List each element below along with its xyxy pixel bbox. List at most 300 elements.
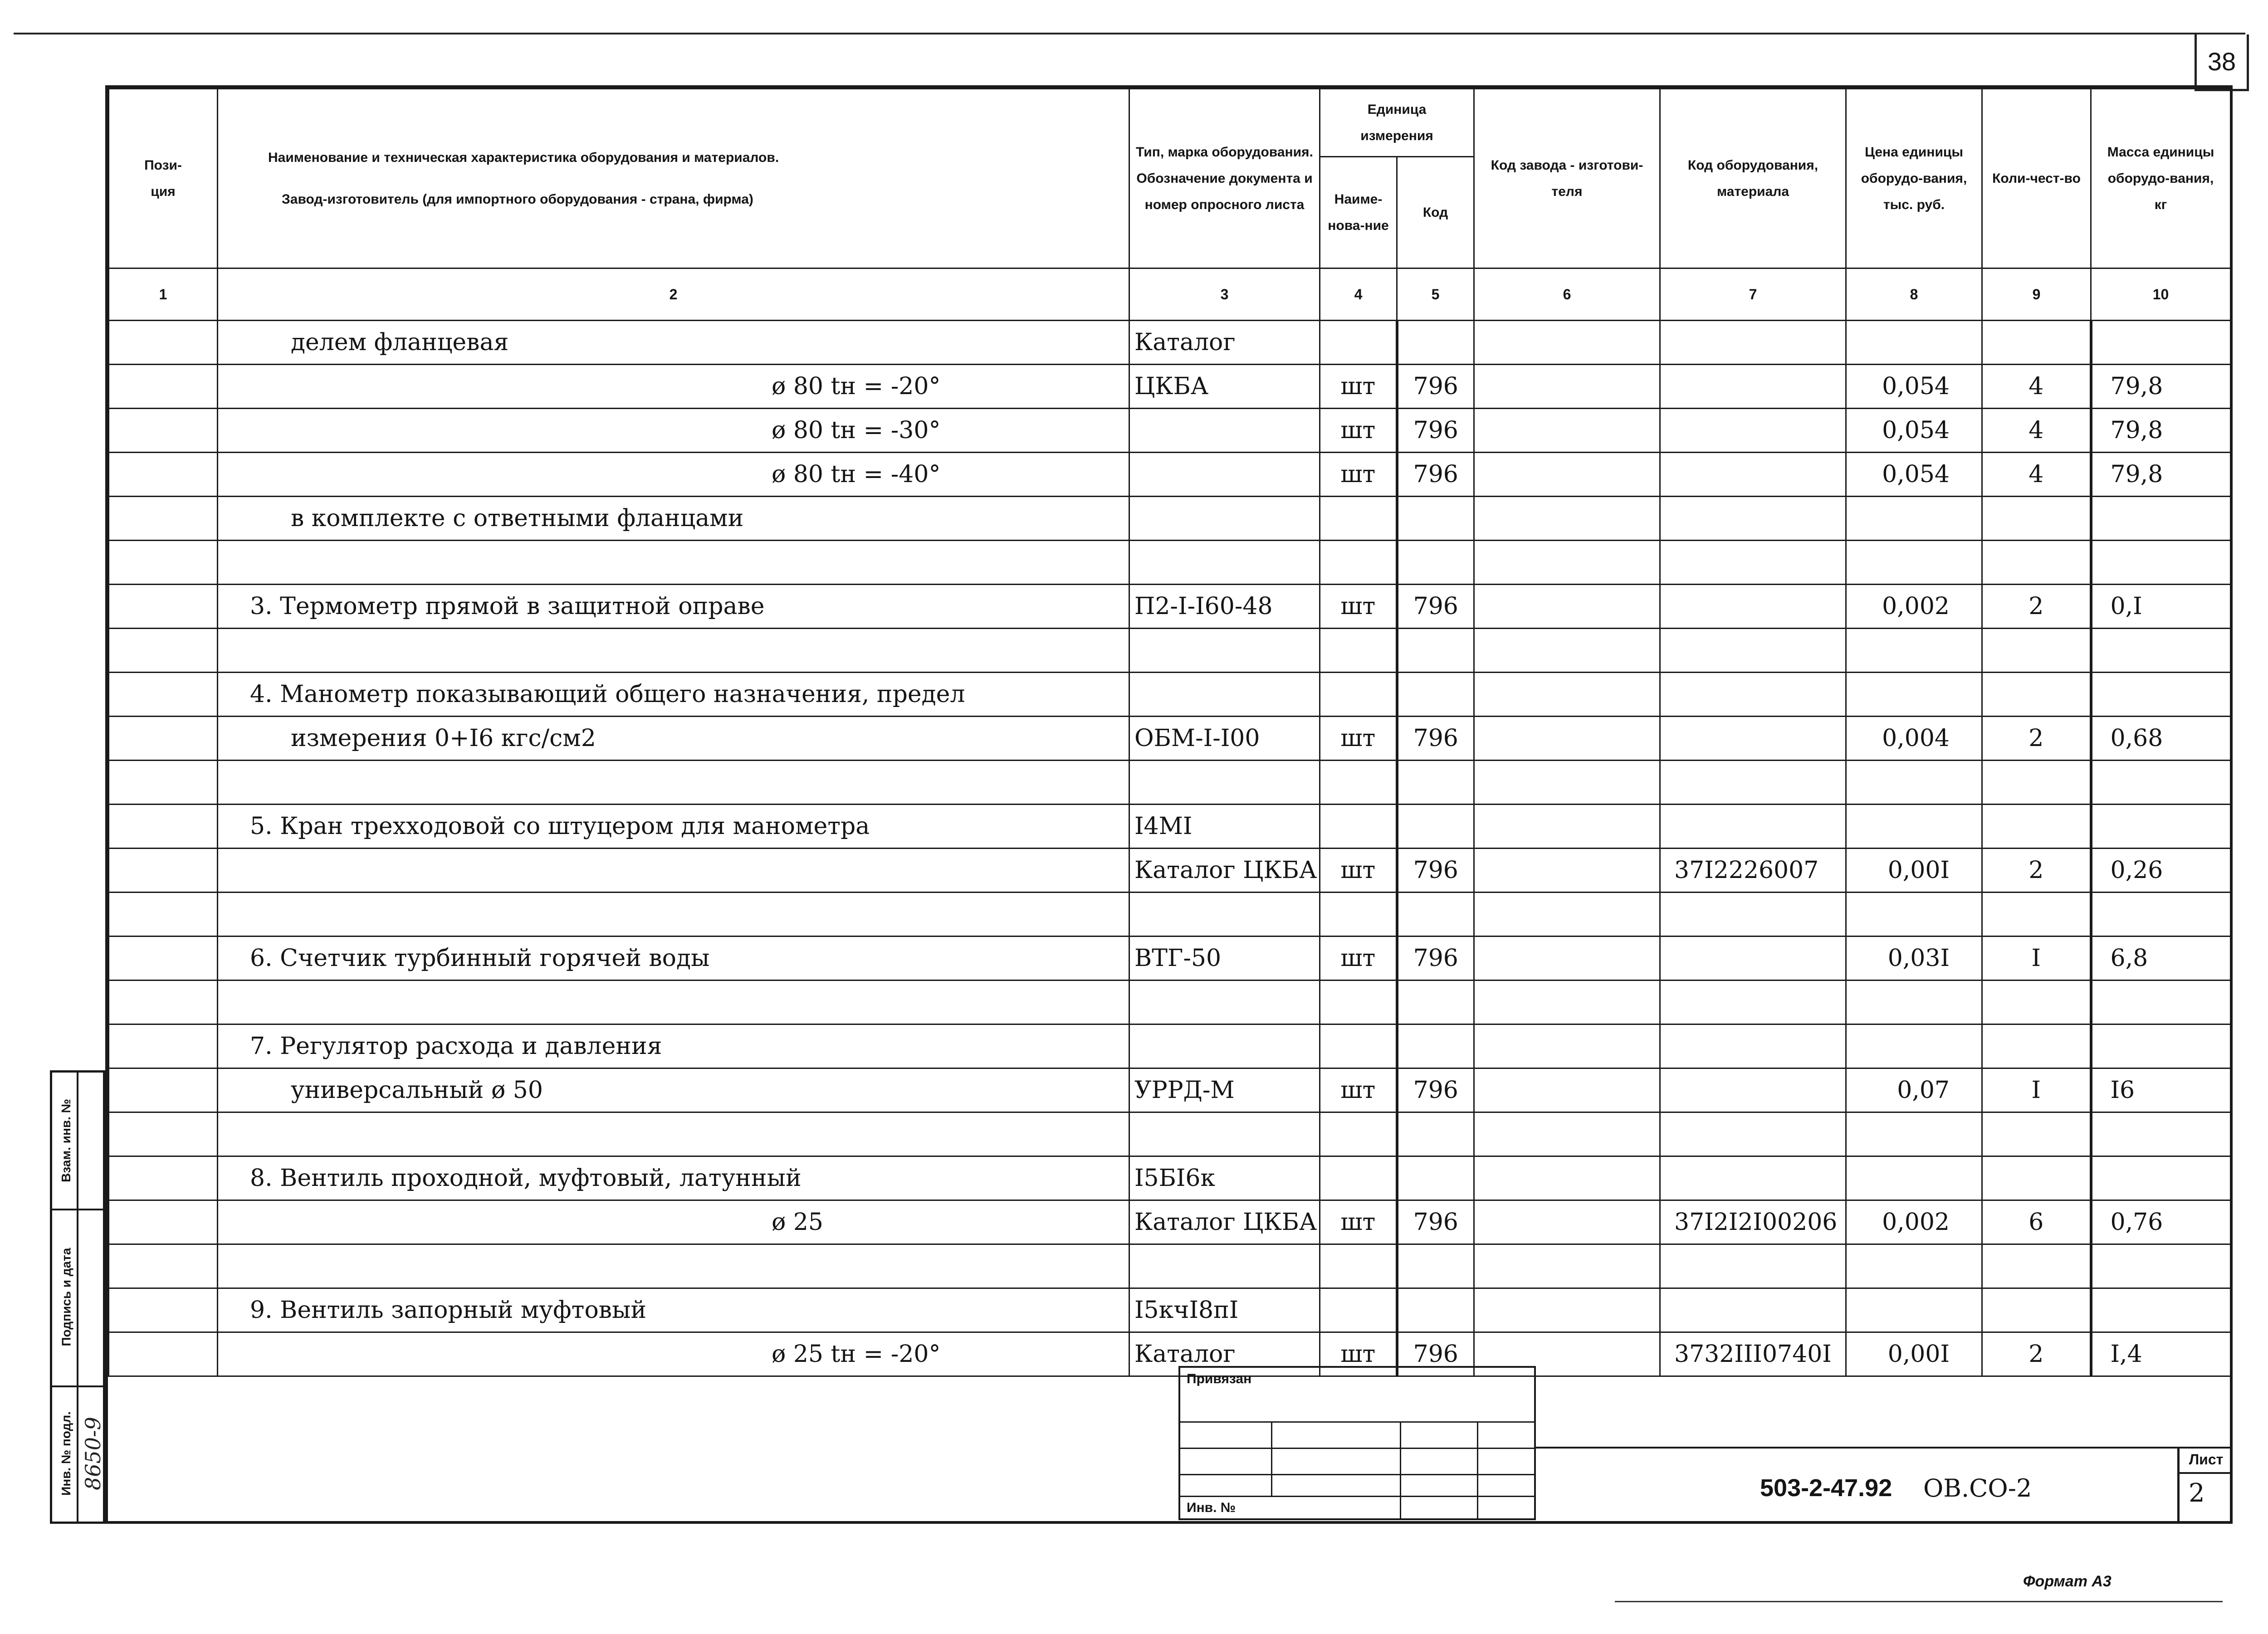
cell-mfr: [1474, 805, 1660, 849]
cell-code: 796: [1397, 849, 1474, 893]
cell-mfr: [1474, 717, 1660, 761]
table-row: [109, 629, 2231, 673]
cell-pos: [109, 585, 218, 629]
cell-mfr: [1474, 937, 1660, 980]
header-name-line1: Наименование и техническая характеристика оборудования и материалов.: [268, 150, 779, 165]
cell-code: 796: [1397, 453, 1474, 497]
cell-code: [1397, 497, 1474, 541]
sheet-label: Лист: [2180, 1447, 2233, 1474]
cell-name: ø 25: [218, 1200, 1129, 1244]
strip-line: [77, 1073, 78, 1522]
cell-unit: [1320, 761, 1397, 805]
cell-item: 37I2I2I00206: [1660, 1200, 1846, 1244]
column-number: 5: [1397, 268, 1474, 321]
stamp-line: [1180, 1421, 1534, 1423]
cell-price: 0,07: [1846, 1068, 1982, 1112]
cell-name: ø 80 tн = -40°: [218, 453, 1129, 497]
cell-qty: 4: [1982, 409, 2091, 453]
cell-code: [1397, 1024, 1474, 1068]
cell-price: [1846, 893, 1982, 937]
cell-item: [1660, 937, 1846, 980]
cell-price: [1846, 629, 1982, 673]
cell-code: [1397, 1288, 1474, 1332]
cell-qty: [1982, 1024, 2091, 1068]
cell-mfr: [1474, 629, 1660, 673]
cell-name: [218, 893, 1129, 937]
cell-type: Каталог: [1129, 321, 1320, 365]
cell-item: [1660, 1112, 1846, 1156]
cell-mfr: [1474, 585, 1660, 629]
cell-mass: [2091, 321, 2231, 365]
cell-mass: [2091, 805, 2231, 849]
table-row: [109, 717, 2231, 761]
cell-mass: 79,8: [2091, 365, 2231, 409]
cell-mass: I6: [2091, 1068, 2231, 1112]
cell-code: [1397, 1112, 1474, 1156]
cell-type: [1129, 893, 1320, 937]
cell-code: [1397, 805, 1474, 849]
cell-price: 0,00I: [1846, 1332, 1982, 1376]
header-unit-group: Единица измерения: [1320, 89, 1474, 157]
cell-type: П2-I-I60-48: [1129, 585, 1320, 629]
stamp-line: [1180, 1474, 1534, 1475]
format-label: Формат А3: [2023, 1573, 2112, 1590]
cell-pos: [109, 365, 218, 409]
cell-mfr: [1474, 453, 1660, 497]
cell-unit: шт: [1320, 937, 1397, 980]
cell-unit: шт: [1320, 1200, 1397, 1244]
cell-price: [1846, 805, 1982, 849]
cell-unit: [1320, 1156, 1397, 1200]
table-row: [109, 1068, 2231, 1112]
cell-code: 796: [1397, 1332, 1474, 1376]
column-number: 8: [1846, 268, 1982, 321]
cell-type: Каталог ЦКБА: [1129, 849, 1320, 893]
cell-qty: 2: [1982, 585, 2091, 629]
sheet-box: [2177, 1447, 2233, 1524]
cell-code: 796: [1397, 1200, 1474, 1244]
specification-table: [108, 88, 2231, 1377]
cell-pos: [109, 937, 218, 980]
cell-type: [1129, 673, 1320, 717]
cell-code: [1397, 980, 1474, 1024]
cell-qty: 6: [1982, 1200, 2091, 1244]
inv-podl-value: 8650-9: [81, 1417, 106, 1490]
cell-price: 0,002: [1846, 1200, 1982, 1244]
cell-name: [218, 761, 1129, 805]
header-type: Тип, марка оборудования. Обозначение документа и номер опросного листа: [1129, 89, 1320, 268]
column-number: 1: [109, 268, 218, 321]
cell-price: 0,054: [1846, 453, 1982, 497]
table-row: [109, 585, 2231, 629]
cell-unit: шт: [1320, 1332, 1397, 1376]
cell-mass: 6,8: [2091, 937, 2231, 980]
cell-qty: [1982, 673, 2091, 717]
cell-mass: [2091, 1288, 2231, 1332]
cell-item: 3732III0740I: [1660, 1332, 1846, 1376]
cell-pos: [109, 980, 218, 1024]
cell-pos: [109, 541, 218, 585]
cell-type: [1129, 541, 1320, 585]
cell-code: 796: [1397, 409, 1474, 453]
cell-mass: [2091, 541, 2231, 585]
cell-pos: [109, 761, 218, 805]
cell-name: в комплекте с ответными фланцами: [218, 497, 1129, 541]
cell-mass: 0,26: [2091, 849, 2231, 893]
cell-code: 796: [1397, 1068, 1474, 1112]
cell-pos: [109, 717, 218, 761]
cell-qty: [1982, 1156, 2091, 1200]
header-quantity: Коли-чест-во: [1982, 89, 2091, 268]
table-row: [109, 409, 2231, 453]
sheet-value: 2: [2189, 1478, 2205, 1508]
header-name-line2: Завод-изготовитель (для импортного оборудования - страна, фирма): [282, 191, 753, 207]
header-position: Пози- ция: [109, 89, 218, 268]
cell-mfr: [1474, 497, 1660, 541]
cell-name: делем фланцевая: [218, 321, 1129, 365]
table-row: [109, 1332, 2231, 1376]
cell-pos: [109, 497, 218, 541]
cell-qty: 4: [1982, 365, 2091, 409]
cell-unit: [1320, 321, 1397, 365]
table-row: [109, 321, 2231, 365]
cell-pos: [109, 805, 218, 849]
cell-pos: [109, 321, 218, 365]
table-row: [109, 673, 2231, 717]
cell-price: [1846, 497, 1982, 541]
cell-pos: [109, 1244, 218, 1288]
cell-unit: [1320, 1288, 1397, 1332]
cell-item: [1660, 893, 1846, 937]
cell-item: [1660, 1288, 1846, 1332]
cell-mfr: [1474, 365, 1660, 409]
table-row: [109, 761, 2231, 805]
cell-qty: [1982, 541, 2091, 585]
cell-mfr: [1474, 1112, 1660, 1156]
cell-item: [1660, 541, 1846, 585]
cell-code: [1397, 321, 1474, 365]
cell-type: [1129, 453, 1320, 497]
cell-item: [1660, 1068, 1846, 1112]
cell-mfr: [1474, 321, 1660, 365]
cell-qty: 2: [1982, 717, 2091, 761]
cell-type: Каталог: [1129, 1332, 1320, 1376]
cell-name: универсальный ø 50: [218, 1068, 1129, 1112]
cell-mfr: [1474, 1288, 1660, 1332]
table-row: [109, 805, 2231, 849]
cell-qty: [1982, 1112, 2091, 1156]
cell-price: 0,004: [1846, 717, 1982, 761]
cell-mfr: [1474, 980, 1660, 1024]
cell-name: 7. Регулятор расхода и давления: [218, 1024, 1129, 1068]
cell-pos: [109, 1112, 218, 1156]
header-unit-code: Код: [1397, 157, 1474, 268]
cell-unit: шт: [1320, 365, 1397, 409]
cell-item: [1660, 1156, 1846, 1200]
cell-unit: [1320, 1112, 1397, 1156]
cell-code: [1397, 541, 1474, 585]
cell-mass: [2091, 673, 2231, 717]
cell-price: 0,054: [1846, 365, 1982, 409]
cell-mass: 79,8: [2091, 453, 2231, 497]
top-border-line: [14, 33, 2245, 34]
cell-type: [1129, 497, 1320, 541]
cell-item: [1660, 629, 1846, 673]
cell-name: [218, 1112, 1129, 1156]
table-row: [109, 1112, 2231, 1156]
cell-price: [1846, 761, 1982, 805]
cell-item: 37I2226007: [1660, 849, 1846, 893]
cell-unit: шт: [1320, 717, 1397, 761]
cell-type: [1129, 409, 1320, 453]
cell-mfr: [1474, 893, 1660, 937]
header-unit-name: Наиме-нова-ние: [1320, 157, 1397, 268]
cell-price: 0,03I: [1846, 937, 1982, 980]
cell-pos: [109, 409, 218, 453]
cell-unit: [1320, 497, 1397, 541]
cell-code: [1397, 893, 1474, 937]
cell-item: [1660, 805, 1846, 849]
cell-unit: [1320, 1024, 1397, 1068]
cell-mfr: [1474, 1024, 1660, 1068]
cell-type: [1129, 980, 1320, 1024]
table-body: [109, 321, 2231, 1376]
cell-type: [1129, 1112, 1320, 1156]
cell-type: [1129, 629, 1320, 673]
cell-mass: [2091, 497, 2231, 541]
cell-mfr: [1474, 1244, 1660, 1288]
column-number: 7: [1660, 268, 1846, 321]
cell-price: [1846, 1156, 1982, 1200]
table-row: [109, 893, 2231, 937]
cell-unit: шт: [1320, 453, 1397, 497]
table-row: [109, 1024, 2231, 1068]
cell-price: 0,002: [1846, 585, 1982, 629]
cell-item: [1660, 585, 1846, 629]
cell-name: ø 80 tн = -20°: [218, 365, 1129, 409]
cell-item: [1660, 1024, 1846, 1068]
cell-item: [1660, 761, 1846, 805]
cell-type: Каталог ЦКБА: [1129, 1200, 1320, 1244]
table-row: [109, 980, 2231, 1024]
column-number: 6: [1474, 268, 1660, 321]
cell-unit: [1320, 629, 1397, 673]
cell-mass: 0,68: [2091, 717, 2231, 761]
document-code: ОВ.СО-2: [1923, 1474, 2032, 1502]
column-number: 3: [1129, 268, 1320, 321]
cell-code: [1397, 761, 1474, 805]
cell-mfr: [1474, 1068, 1660, 1112]
cell-pos: [109, 1200, 218, 1244]
cell-name: 3. Термометр прямой в защитной оправе: [218, 585, 1129, 629]
cell-qty: 2: [1982, 1332, 2091, 1376]
cell-type: ОБМ-I-I00: [1129, 717, 1320, 761]
cell-mass: [2091, 893, 2231, 937]
signature-date-label: Подпись и дата: [59, 1248, 73, 1346]
cell-mfr: [1474, 1156, 1660, 1200]
cell-unit: [1320, 1244, 1397, 1288]
cell-mfr: [1474, 409, 1660, 453]
cell-qty: [1982, 980, 2091, 1024]
stamp-inv-no: Инв. №: [1187, 1500, 1236, 1515]
cell-item: [1660, 717, 1846, 761]
cell-type: УРРД-М: [1129, 1068, 1320, 1112]
cell-qty: I: [1982, 1068, 2091, 1112]
cell-price: [1846, 541, 1982, 585]
table-row: [109, 849, 2231, 893]
cell-qty: [1982, 1288, 2091, 1332]
stamp-line: [1180, 1448, 1534, 1449]
cell-price: [1846, 1112, 1982, 1156]
table-row: [109, 365, 2231, 409]
cell-unit: [1320, 893, 1397, 937]
cell-mass: [2091, 1156, 2231, 1200]
cell-name: [218, 629, 1129, 673]
cell-unit: шт: [1320, 585, 1397, 629]
cell-name: измерения 0+I6 кгс/см2: [218, 717, 1129, 761]
cell-mass: I,4: [2091, 1332, 2231, 1376]
cell-unit: [1320, 541, 1397, 585]
cell-unit: шт: [1320, 849, 1397, 893]
cell-mfr: [1474, 761, 1660, 805]
stamp-line: [1180, 1496, 1534, 1497]
stamp-line: [1400, 1421, 1401, 1520]
cell-type: I4МI: [1129, 805, 1320, 849]
cell-name: [218, 980, 1129, 1024]
table-row: [109, 1288, 2231, 1332]
cell-mass: [2091, 980, 2231, 1024]
cell-name: [218, 541, 1129, 585]
header-item-code: Код оборудования, материала: [1660, 89, 1846, 268]
header-price: Цена единицы оборудо-вания, тыс. руб.: [1846, 89, 1982, 268]
cell-qty: 4: [1982, 453, 2091, 497]
side-stamp-strip: [50, 1070, 105, 1524]
cell-pos: [109, 893, 218, 937]
cell-qty: [1982, 497, 2091, 541]
cell-unit: [1320, 980, 1397, 1024]
cell-item: [1660, 980, 1846, 1024]
table-row: [109, 1200, 2231, 1244]
cell-mass: 79,8: [2091, 409, 2231, 453]
format-line: [1615, 1601, 2223, 1602]
header-mass: Масса единицы оборудо-вания, кг: [2091, 89, 2231, 268]
cell-mass: 0,76: [2091, 1200, 2231, 1244]
cell-code: [1397, 629, 1474, 673]
cell-qty: 2: [1982, 849, 2091, 893]
column-number: 2: [218, 268, 1129, 321]
table-row: [109, 497, 2231, 541]
cell-mass: 0,I: [2091, 585, 2231, 629]
title-block-line: [1536, 1447, 2233, 1449]
cell-qty: [1982, 629, 2091, 673]
cell-code: 796: [1397, 717, 1474, 761]
cell-mfr: [1474, 849, 1660, 893]
cell-name: ø 80 tн = -30°: [218, 409, 1129, 453]
vzam-inv-label: Взам. инв. №: [59, 1099, 73, 1182]
cell-unit: [1320, 805, 1397, 849]
cell-pos: [109, 673, 218, 717]
cell-mfr: [1474, 541, 1660, 585]
cell-name: 4. Манометр показывающий общего назначения, предел: [218, 673, 1129, 717]
cell-code: [1397, 673, 1474, 717]
cell-pos: [109, 1024, 218, 1068]
cell-code: [1397, 1156, 1474, 1200]
cell-mass: [2091, 761, 2231, 805]
cell-code: 796: [1397, 937, 1474, 980]
table-row: [109, 1244, 2231, 1288]
cell-pos: [109, 1068, 218, 1112]
cell-mfr: [1474, 1200, 1660, 1244]
cell-pos: [109, 1156, 218, 1200]
table-row: [109, 937, 2231, 980]
stamp-line: [1271, 1421, 1272, 1496]
cell-pos: [109, 1332, 218, 1376]
cell-mass: [2091, 1112, 2231, 1156]
page-number: 38: [2195, 34, 2249, 91]
cell-name: [218, 1244, 1129, 1288]
cell-item: [1660, 673, 1846, 717]
cell-name: 9. Вентиль запорный муфтовый: [218, 1288, 1129, 1332]
cell-qty: [1982, 1244, 2091, 1288]
cell-name: 8. Вентиль проходной, муфтовый, латунный: [218, 1156, 1129, 1200]
cell-code: [1397, 1244, 1474, 1288]
cell-pos: [109, 629, 218, 673]
cell-price: [1846, 1244, 1982, 1288]
cell-qty: [1982, 761, 2091, 805]
cell-item: [1660, 365, 1846, 409]
cell-mfr: [1474, 673, 1660, 717]
cell-price: 0,054: [1846, 409, 1982, 453]
document-number: 503-2-47.92: [1760, 1474, 1892, 1502]
cell-mass: [2091, 629, 2231, 673]
cell-name: 6. Счетчик турбинный горячей воды: [218, 937, 1129, 980]
cell-type: I5кчI8пI: [1129, 1288, 1320, 1332]
inv-podl-label: Инв. № подл.: [59, 1411, 73, 1496]
cell-price: [1846, 1024, 1982, 1068]
cell-name: [218, 849, 1129, 893]
cell-code: 796: [1397, 365, 1474, 409]
cell-item: [1660, 409, 1846, 453]
header-name: [218, 89, 1129, 268]
cell-type: ВТГ-50: [1129, 937, 1320, 980]
table-row: [109, 541, 2231, 585]
cell-price: [1846, 321, 1982, 365]
cell-pos: [109, 1288, 218, 1332]
cell-pos: [109, 849, 218, 893]
cell-qty: I: [1982, 937, 2091, 980]
cell-type: ЦКБА: [1129, 365, 1320, 409]
stamp-line: [1477, 1421, 1478, 1520]
cell-type: [1129, 1024, 1320, 1068]
cell-price: [1846, 673, 1982, 717]
cell-type: [1129, 761, 1320, 805]
cell-unit: [1320, 673, 1397, 717]
cell-unit: шт: [1320, 1068, 1397, 1112]
cell-unit: шт: [1320, 409, 1397, 453]
cell-type: [1129, 1244, 1320, 1288]
stamp-privyazan: Привязан: [1187, 1371, 1252, 1386]
cell-price: [1846, 980, 1982, 1024]
cell-qty: [1982, 805, 2091, 849]
cell-price: [1846, 1288, 1982, 1332]
cell-pos: [109, 453, 218, 497]
cell-qty: [1982, 321, 2091, 365]
cell-price: 0,00I: [1846, 849, 1982, 893]
column-number-row: [109, 268, 2231, 321]
column-number: 10: [2091, 268, 2231, 321]
cell-item: [1660, 453, 1846, 497]
column-number: 9: [1982, 268, 2091, 321]
